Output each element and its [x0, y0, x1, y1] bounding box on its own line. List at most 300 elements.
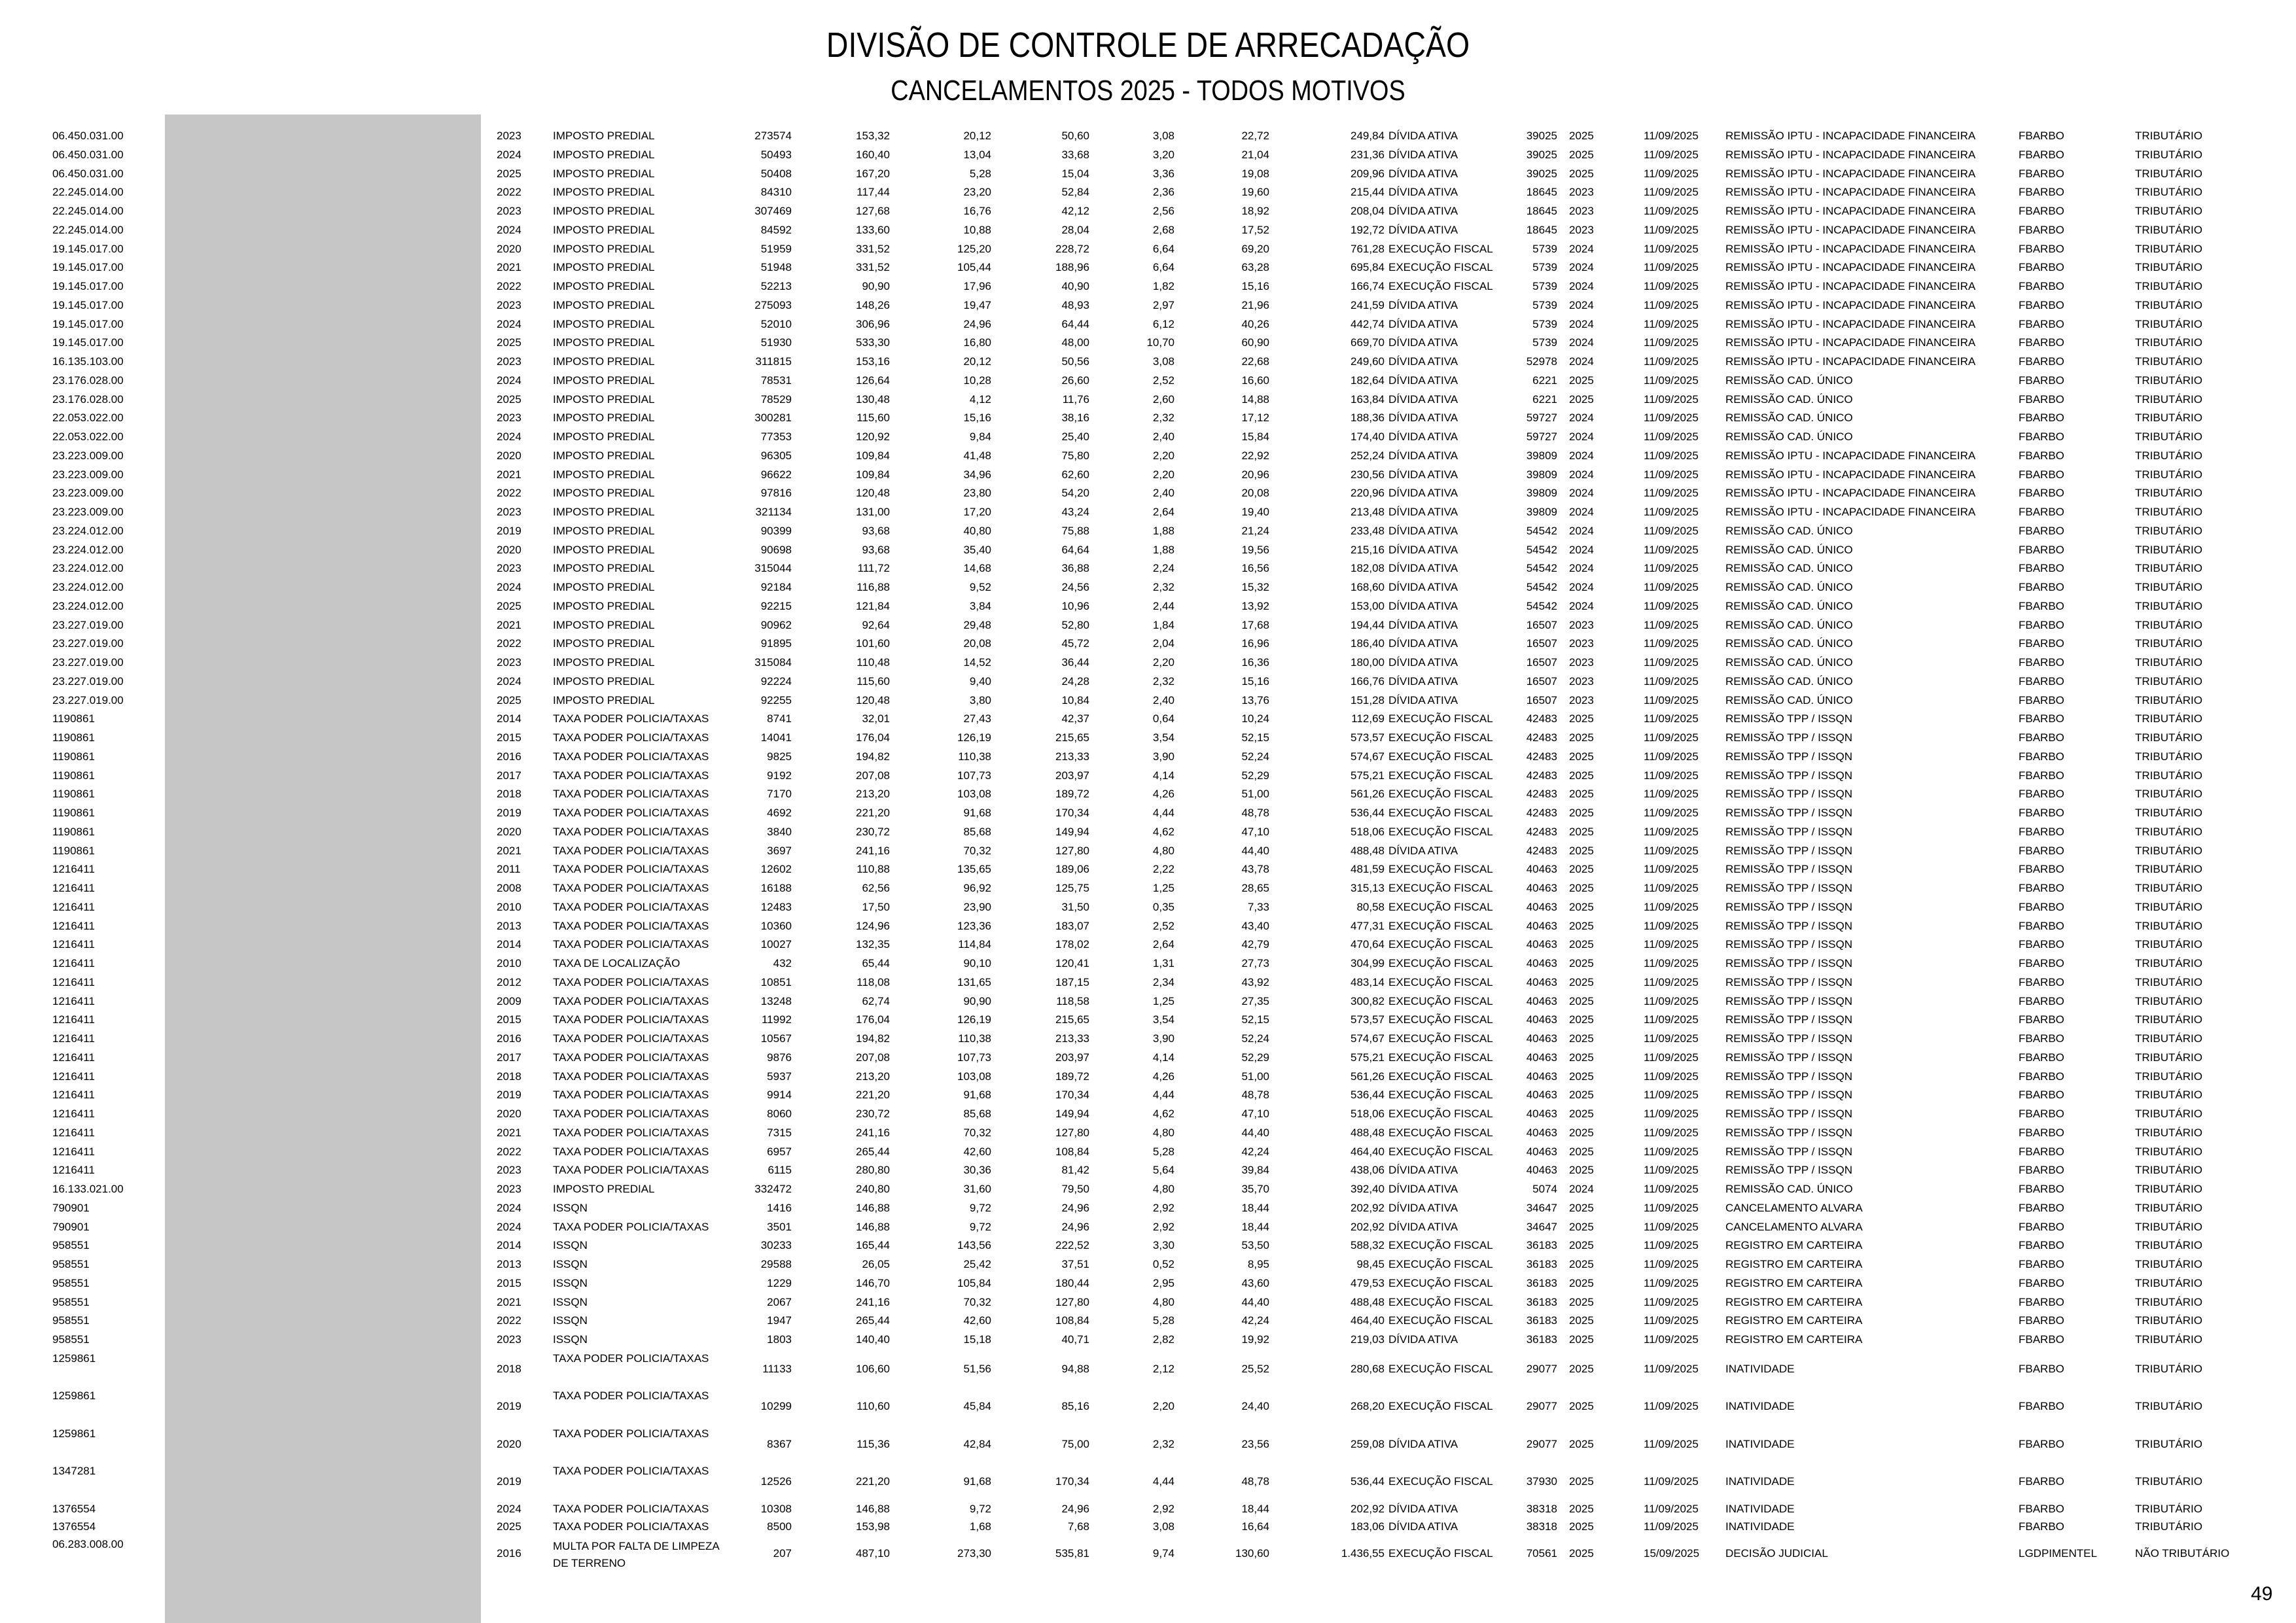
cell-tributo: IMPOSTO PREDIAL [553, 318, 655, 330]
cell-tributo: IMPOSTO PREDIAL [553, 468, 655, 481]
cell-processo: 37930 [1526, 1475, 1557, 1488]
cell-valor-total: 98,45 [1356, 1258, 1385, 1270]
cell-tributo: TAXA PODER POLICIA/TAXAS [553, 731, 709, 744]
cell-tributo: IMPOSTO PREDIAL [553, 167, 655, 180]
cell-lancamento: 1947 [767, 1314, 792, 1327]
cell-usuario: FBARBO [2019, 1126, 2064, 1139]
cell-valor-correcao: 4,44 [1152, 807, 1174, 819]
cell-data-cancelamento: 11/09/2025 [1644, 224, 1699, 236]
cell-valor-honorarios: 52,15 [1241, 1013, 1269, 1026]
cell-valor-multa: 27,43 [963, 712, 991, 725]
cell-tributo: IMPOSTO PREDIAL [553, 355, 655, 368]
cell-processo: 54542 [1526, 600, 1557, 612]
cell-inscricao: 1376554 [52, 1520, 96, 1533]
cell-valor-correcao: 5,28 [1152, 1314, 1174, 1327]
cell-processo: 16507 [1526, 637, 1557, 650]
cell-valor-total: 669,70 [1351, 336, 1385, 349]
cell-data-cancelamento: 11/09/2025 [1644, 1239, 1699, 1251]
cell-valor-juros: 40,71 [1061, 1333, 1089, 1346]
cell-tributo: TAXA PODER POLICIA/TAXAS [553, 920, 709, 932]
cell-valor-principal: 153,32 [856, 130, 890, 142]
cell-valor-total: 574,67 [1351, 750, 1385, 763]
cell-valor-correcao: 2,92 [1152, 1221, 1174, 1233]
cell-valor-total: 219,03 [1351, 1333, 1385, 1346]
cell-exercicio: 2023 [497, 562, 521, 574]
cell-valor-principal: 241,16 [856, 845, 890, 857]
cell-lancamento: 2067 [767, 1296, 792, 1308]
cell-valor-multa: 90,10 [963, 957, 991, 969]
cell-exercicio: 2021 [497, 261, 521, 273]
cell-tipo: TRIBUTÁRIO [2135, 1070, 2202, 1083]
cell-ano-processo: 2025 [1569, 1475, 1594, 1488]
cell-usuario: FBARBO [2019, 1277, 2064, 1289]
cell-usuario: FBARBO [2019, 130, 2064, 142]
cell-valor-juros: 127,80 [1055, 1296, 1089, 1308]
cell-motivo: REGISTRO EM CARTEIRA [1725, 1333, 1863, 1346]
cell-ano-processo: 2025 [1569, 1070, 1594, 1083]
cell-ano-processo: 2025 [1569, 1520, 1594, 1533]
cell-tipo: TRIBUTÁRIO [2135, 1013, 2202, 1026]
cell-valor-multa: 29,48 [963, 619, 991, 631]
cell-data-cancelamento: 11/09/2025 [1644, 731, 1699, 744]
cell-motivo: INATIVIDADE [1725, 1363, 1795, 1375]
cell-valor-principal: 280,80 [856, 1164, 890, 1176]
cell-data-cancelamento: 11/09/2025 [1644, 807, 1699, 819]
cell-processo: 39809 [1526, 449, 1557, 462]
cell-valor-principal: 221,20 [856, 807, 890, 819]
cell-tributo: TAXA PODER POLICIA/TAXAS [553, 1427, 709, 1440]
cell-inscricao: 1216411 [52, 1108, 95, 1120]
cell-valor-honorarios: 22,72 [1241, 130, 1269, 142]
cell-valor-juros: 48,93 [1061, 299, 1089, 311]
cell-lancamento: 78531 [760, 374, 792, 387]
cell-valor-principal: 115,60 [857, 675, 890, 688]
cell-valor-principal: 130,48 [856, 393, 890, 406]
cell-valor-multa: 91,68 [963, 1089, 991, 1101]
cell-situacao: EXECUÇÃO FISCAL [1388, 243, 1493, 255]
cell-valor-honorarios: 10,24 [1241, 712, 1269, 725]
cell-valor-honorarios: 21,04 [1241, 148, 1269, 161]
cell-exercicio: 2023 [497, 205, 521, 217]
cell-valor-juros: 28,04 [1061, 224, 1089, 236]
cell-inscricao: 1190861 [52, 845, 95, 857]
cell-tributo: TAXA PODER POLICIA/TAXAS [553, 1070, 709, 1083]
cell-valor-honorarios: 16,36 [1241, 656, 1269, 669]
cell-valor-principal: 117,44 [857, 186, 890, 198]
cell-usuario: FBARBO [2019, 656, 2064, 669]
cell-processo: 42483 [1526, 731, 1557, 744]
cell-situacao: DÍVIDA ATIVA [1388, 336, 1458, 349]
cell-valor-honorarios: 48,78 [1241, 1089, 1269, 1101]
cell-valor-total: 573,57 [1351, 1013, 1385, 1026]
cell-valor-correcao: 2,34 [1152, 976, 1174, 988]
cell-inscricao: 06.450.031.00 [52, 167, 124, 180]
cell-usuario: FBARBO [2019, 1438, 2064, 1450]
cell-ano-processo: 2024 [1569, 506, 1594, 518]
cell-situacao: EXECUÇÃO FISCAL [1388, 995, 1493, 1007]
cell-usuario: FBARBO [2019, 1475, 2064, 1488]
cell-tipo: TRIBUTÁRIO [2135, 694, 2202, 707]
cell-processo: 42483 [1526, 788, 1557, 800]
cell-data-cancelamento: 11/09/2025 [1644, 1070, 1699, 1083]
cell-valor-correcao: 2,20 [1152, 449, 1174, 462]
cell-valor-correcao: 2,40 [1152, 694, 1174, 707]
cell-valor-honorarios: 19,56 [1241, 544, 1269, 556]
cell-lancamento: 8500 [767, 1520, 792, 1533]
cell-tipo: TRIBUTÁRIO [2135, 1164, 2202, 1176]
cell-valor-multa: 9,72 [969, 1202, 991, 1214]
cell-ano-processo: 2025 [1569, 995, 1594, 1007]
cell-valor-total: 182,08 [1351, 562, 1385, 574]
cell-tributo: TAXA PODER POLICIA/TAXAS [553, 788, 709, 800]
cell-lancamento: 3697 [767, 845, 792, 857]
cell-valor-total: 231,36 [1351, 148, 1385, 161]
cell-data-cancelamento: 11/09/2025 [1644, 205, 1699, 217]
cell-valor-multa: 17,20 [963, 506, 991, 518]
cell-usuario: FBARBO [2019, 449, 2064, 462]
cell-valor-honorarios: 16,96 [1241, 637, 1269, 650]
cell-data-cancelamento: 11/09/2025 [1644, 1145, 1699, 1158]
cell-situacao: DÍVIDA ATIVA [1388, 544, 1458, 556]
cell-ano-processo: 2024 [1569, 280, 1594, 292]
cell-data-cancelamento: 11/09/2025 [1644, 694, 1699, 707]
cell-situacao: DÍVIDA ATIVA [1388, 130, 1458, 142]
cell-data-cancelamento: 11/09/2025 [1644, 355, 1699, 368]
cell-valor-multa: 9,52 [969, 581, 991, 593]
cell-valor-total: 215,44 [1351, 186, 1385, 198]
cell-valor-multa: 85,68 [963, 826, 991, 838]
cell-inscricao: 1216411 [52, 920, 95, 932]
cell-motivo: REMISSÃO IPTU - INCAPACIDADE FINANCEIRA [1725, 148, 1976, 161]
cell-valor-correcao: 2,32 [1152, 675, 1174, 688]
cell-exercicio: 2019 [497, 1475, 521, 1488]
cell-usuario: FBARBO [2019, 1070, 2064, 1083]
cell-situacao: EXECUÇÃO FISCAL [1388, 1108, 1493, 1120]
cell-situacao: EXECUÇÃO FISCAL [1388, 938, 1493, 951]
cell-valor-principal: 160,40 [856, 148, 890, 161]
cell-usuario: FBARBO [2019, 1239, 2064, 1251]
cell-tributo: IMPOSTO PREDIAL [553, 581, 655, 593]
cell-valor-principal: 241,16 [856, 1296, 890, 1308]
cell-lancamento: 432 [773, 957, 792, 969]
cell-motivo: REMISSÃO TPP / ISSQN [1725, 807, 1852, 819]
cell-valor-principal: 106,60 [856, 1363, 890, 1375]
cell-valor-principal: 331,52 [856, 261, 890, 273]
cell-valor-honorarios: 16,60 [1241, 374, 1269, 387]
cell-inscricao: 06.450.031.00 [52, 130, 124, 142]
cell-tipo: TRIBUTÁRIO [2135, 976, 2202, 988]
cell-valor-juros: 10,96 [1061, 600, 1089, 612]
cell-valor-principal: 533,30 [856, 336, 890, 349]
cell-situacao: EXECUÇÃO FISCAL [1388, 261, 1493, 273]
cell-valor-juros: 187,15 [1055, 976, 1089, 988]
cell-usuario: FBARBO [2019, 374, 2064, 387]
cell-valor-principal: 176,04 [856, 731, 890, 744]
cell-ano-processo: 2025 [1569, 1333, 1594, 1346]
cell-valor-principal: 26,05 [862, 1258, 890, 1270]
cell-inscricao: 1216411 [52, 1089, 95, 1101]
cell-data-cancelamento: 11/09/2025 [1644, 1013, 1699, 1026]
cell-data-cancelamento: 11/09/2025 [1644, 1296, 1699, 1308]
cell-processo: 42483 [1526, 807, 1557, 819]
cell-inscricao: 16.135.103.00 [52, 355, 124, 368]
cell-usuario: FBARBO [2019, 1503, 2064, 1515]
cell-valor-juros: 24,28 [1061, 675, 1089, 688]
cell-valor-juros: 24,56 [1061, 581, 1089, 593]
cell-processo: 5739 [1532, 299, 1557, 311]
cell-processo: 36183 [1526, 1239, 1557, 1251]
cell-tipo: TRIBUTÁRIO [2135, 1520, 2202, 1533]
cell-processo: 16507 [1526, 675, 1557, 688]
cell-data-cancelamento: 11/09/2025 [1644, 130, 1699, 142]
cell-situacao: EXECUÇÃO FISCAL [1388, 712, 1493, 725]
cell-valor-multa: 45,84 [963, 1400, 991, 1412]
cell-motivo: REMISSÃO TPP / ISSQN [1725, 938, 1852, 951]
cell-valor-correcao: 2,56 [1152, 205, 1174, 217]
cell-valor-principal: 146,70 [856, 1277, 890, 1289]
cell-motivo: REMISSÃO TPP / ISSQN [1725, 1070, 1852, 1083]
cell-lancamento: 92215 [760, 600, 792, 612]
cell-exercicio: 2014 [497, 938, 521, 951]
cell-lancamento: 52010 [760, 318, 792, 330]
cell-lancamento: 96622 [760, 468, 792, 481]
cell-valor-correcao: 4,14 [1152, 1051, 1174, 1064]
cell-valor-total: 280,68 [1351, 1363, 1385, 1375]
cell-motivo: REMISSÃO IPTU - INCAPACIDADE FINANCEIRA [1725, 186, 1976, 198]
cell-lancamento: 11133 [762, 1363, 792, 1375]
cell-valor-principal: 110,60 [857, 1400, 890, 1412]
cell-data-cancelamento: 11/09/2025 [1644, 600, 1699, 612]
cell-ano-processo: 2025 [1569, 1145, 1594, 1158]
cell-exercicio: 2023 [497, 656, 521, 669]
cell-data-cancelamento: 11/09/2025 [1644, 769, 1699, 782]
cell-motivo: REMISSÃO IPTU - INCAPACIDADE FINANCEIRA [1725, 299, 1976, 311]
cell-ano-processo: 2025 [1569, 826, 1594, 838]
cell-valor-juros: 48,00 [1061, 336, 1089, 349]
cell-valor-principal: 90,90 [862, 280, 890, 292]
cell-lancamento: 1416 [767, 1202, 792, 1214]
cell-valor-juros: 43,24 [1061, 506, 1089, 518]
cell-valor-correcao: 3,20 [1152, 148, 1174, 161]
cell-exercicio: 2024 [497, 1202, 521, 1214]
cell-valor-total: 166,76 [1351, 675, 1385, 688]
cell-valor-total: 209,96 [1351, 167, 1385, 180]
cell-ano-processo: 2025 [1569, 167, 1594, 180]
cell-valor-honorarios: 16,64 [1241, 1520, 1269, 1533]
cell-ano-processo: 2025 [1569, 1258, 1594, 1270]
cell-ano-processo: 2025 [1569, 1547, 1594, 1560]
cell-valor-multa: 19,47 [963, 299, 991, 311]
cell-motivo: REMISSÃO IPTU - INCAPACIDADE FINANCEIRA [1725, 355, 1976, 368]
cell-valor-juros: 189,72 [1055, 1070, 1089, 1083]
cell-situacao: DÍVIDA ATIVA [1388, 318, 1458, 330]
cell-usuario: FBARBO [2019, 280, 2064, 292]
cell-valor-correcao: 4,26 [1152, 788, 1174, 800]
cell-situacao: EXECUÇÃO FISCAL [1388, 769, 1493, 782]
cell-ano-processo: 2025 [1569, 712, 1594, 725]
cell-valor-total: 518,06 [1351, 826, 1385, 838]
cell-valor-multa: 9,72 [969, 1503, 991, 1515]
cell-processo: 39809 [1526, 468, 1557, 481]
cell-lancamento: 78529 [760, 393, 792, 406]
cell-tributo: IMPOSTO PREDIAL [553, 299, 655, 311]
cell-valor-principal: 146,88 [856, 1503, 890, 1515]
cell-valor-principal: 213,20 [856, 788, 890, 800]
cell-data-cancelamento: 11/09/2025 [1644, 712, 1699, 725]
cell-tributo: IMPOSTO PREDIAL [553, 393, 655, 406]
cell-tributo: ISSQN [553, 1277, 588, 1289]
cell-inscricao: 23.224.012.00 [52, 581, 124, 593]
cell-valor-principal: 62,56 [862, 882, 890, 894]
cell-exercicio: 2018 [497, 1070, 521, 1083]
cell-exercicio: 2025 [497, 694, 521, 707]
cell-usuario: FBARBO [2019, 619, 2064, 631]
cell-motivo: REMISSÃO IPTU - INCAPACIDADE FINANCEIRA [1725, 449, 1976, 462]
cell-valor-correcao: 4,80 [1152, 1126, 1174, 1139]
cell-situacao: DÍVIDA ATIVA [1388, 675, 1458, 688]
cell-lancamento: 315084 [754, 656, 792, 669]
cell-data-cancelamento: 11/09/2025 [1644, 826, 1699, 838]
cell-exercicio: 2022 [497, 637, 521, 650]
cell-inscricao: 1216411 [52, 1070, 95, 1083]
cell-valor-total: 213,48 [1351, 506, 1385, 518]
cell-tributo: TAXA PODER POLICIA/TAXAS [553, 1520, 709, 1533]
cell-valor-honorarios: 19,92 [1241, 1333, 1269, 1346]
cell-motivo: REMISSÃO IPTU - INCAPACIDADE FINANCEIRA [1725, 468, 1976, 481]
cell-tipo: TRIBUTÁRIO [2135, 938, 2202, 951]
cell-processo: 36183 [1526, 1333, 1557, 1346]
cell-valor-principal: 124,96 [856, 920, 890, 932]
cell-valor-juros: 203,97 [1055, 1051, 1089, 1064]
cell-valor-multa: 31,60 [963, 1183, 991, 1195]
cell-valor-honorarios: 44,40 [1241, 845, 1269, 857]
cell-data-cancelamento: 11/09/2025 [1644, 1258, 1699, 1270]
cell-motivo: REMISSÃO IPTU - INCAPACIDADE FINANCEIRA [1725, 318, 1976, 330]
cell-valor-total: 464,40 [1351, 1145, 1385, 1158]
cell-tributo: TAXA PODER POLICIA/TAXAS [553, 938, 709, 951]
cell-motivo: REMISSÃO TPP / ISSQN [1725, 826, 1852, 838]
cell-inscricao: 23.224.012.00 [52, 600, 124, 612]
cell-valor-correcao: 9,74 [1152, 1547, 1174, 1560]
cell-ano-processo: 2024 [1569, 581, 1594, 593]
cell-exercicio: 2023 [497, 1164, 521, 1176]
cell-valor-honorarios: 23,56 [1241, 1438, 1269, 1450]
cell-valor-total: 470,64 [1351, 938, 1385, 951]
cell-motivo: REMISSÃO TPP / ISSQN [1725, 920, 1852, 932]
cell-situacao: DÍVIDA ATIVA [1388, 1221, 1458, 1233]
cell-inscricao: 1190861 [52, 731, 95, 744]
cell-exercicio: 2024 [497, 1221, 521, 1233]
cell-exercicio: 2014 [497, 1239, 521, 1251]
cell-tributo: MULTA POR FALTA DE LIMPEZA DE TERRENO [553, 1540, 719, 1569]
cell-inscricao: 1216411 [52, 938, 95, 951]
cell-usuario: FBARBO [2019, 1202, 2064, 1214]
cell-usuario: FBARBO [2019, 863, 2064, 875]
cell-tributo: IMPOSTO PREDIAL [553, 280, 655, 292]
cell-valor-multa: 16,76 [963, 205, 991, 217]
cell-valor-correcao: 4,14 [1152, 769, 1174, 782]
cell-tributo: IMPOSTO PREDIAL [553, 224, 655, 236]
cell-tributo: TAXA PODER POLICIA/TAXAS [553, 769, 709, 782]
cell-valor-principal: 213,20 [856, 1070, 890, 1083]
cell-motivo: REMISSÃO TPP / ISSQN [1725, 957, 1852, 969]
cell-valor-honorarios: 48,78 [1241, 1475, 1269, 1488]
cell-valor-principal: 165,44 [856, 1239, 890, 1251]
cell-exercicio: 2024 [497, 148, 521, 161]
cell-valor-total: 575,21 [1351, 1051, 1385, 1064]
cell-usuario: FBARBO [2019, 1183, 2064, 1195]
cell-exercicio: 2024 [497, 430, 521, 443]
cell-valor-correcao: 3,08 [1152, 1520, 1174, 1533]
cell-processo: 70561 [1526, 1547, 1557, 1560]
cell-valor-total: 208,04 [1351, 205, 1385, 217]
cell-valor-honorarios: 7,33 [1247, 901, 1269, 913]
cell-valor-principal: 115,60 [857, 411, 890, 424]
cell-inscricao: 19.145.017.00 [52, 299, 124, 311]
cell-usuario: FBARBO [2019, 205, 2064, 217]
cell-motivo: REMISSÃO TPP / ISSQN [1725, 1089, 1852, 1101]
cell-tipo: TRIBUTÁRIO [2135, 826, 2202, 838]
cell-inscricao: 1216411 [52, 1164, 95, 1176]
cell-motivo: REMISSÃO TPP / ISSQN [1725, 976, 1852, 988]
cell-lancamento: 51930 [760, 336, 792, 349]
cell-valor-juros: 213,33 [1055, 750, 1089, 763]
cell-valor-honorarios: 43,92 [1241, 976, 1269, 988]
cell-situacao: DÍVIDA ATIVA [1388, 167, 1458, 180]
cell-tipo: TRIBUTÁRIO [2135, 355, 2202, 368]
cell-usuario: FBARBO [2019, 1520, 2064, 1533]
cell-motivo: REMISSÃO IPTU - INCAPACIDADE FINANCEIRA [1725, 130, 1976, 142]
cell-processo: 29077 [1526, 1400, 1557, 1412]
cell-valor-juros: 188,96 [1055, 261, 1089, 273]
cell-valor-total: 220,96 [1351, 487, 1385, 499]
cell-valor-honorarios: 47,10 [1241, 826, 1269, 838]
cell-exercicio: 2019 [497, 1400, 521, 1412]
cell-valor-honorarios: 14,88 [1241, 393, 1269, 406]
cell-tipo: TRIBUTÁRIO [2135, 995, 2202, 1007]
cell-exercicio: 2013 [497, 1258, 521, 1270]
cell-situacao: EXECUÇÃO FISCAL [1388, 1070, 1493, 1083]
cell-tributo: IMPOSTO PREDIAL [553, 600, 655, 612]
cell-tributo: IMPOSTO PREDIAL [553, 694, 655, 707]
cell-lancamento: 8741 [767, 712, 792, 725]
cell-valor-juros: 203,97 [1055, 769, 1089, 782]
cell-processo: 40463 [1526, 1089, 1557, 1101]
cell-valor-juros: 7,68 [1067, 1520, 1089, 1533]
cell-valor-multa: 34,96 [963, 468, 991, 481]
cell-exercicio: 2023 [497, 299, 521, 311]
cell-valor-juros: 52,80 [1061, 619, 1089, 631]
cell-valor-juros: 222,52 [1055, 1239, 1089, 1251]
cell-tributo: TAXA PODER POLICIA/TAXAS [553, 863, 709, 875]
cell-usuario: FBARBO [2019, 750, 2064, 763]
cell-tributo: IMPOSTO PREDIAL [553, 374, 655, 387]
cell-situacao: DÍVIDA ATIVA [1388, 694, 1458, 707]
cell-situacao: DÍVIDA ATIVA [1388, 1333, 1458, 1346]
cell-tributo: ISSQN [553, 1202, 588, 1214]
cell-inscricao: 23.224.012.00 [52, 544, 124, 556]
cell-tipo: TRIBUTÁRIO [2135, 1314, 2202, 1327]
cell-valor-correcao: 3,08 [1152, 355, 1174, 368]
cell-tributo: TAXA PODER POLICIA/TAXAS [553, 1051, 709, 1064]
cell-motivo: REMISSÃO TPP / ISSQN [1725, 1164, 1852, 1176]
cell-valor-honorarios: 15,32 [1241, 581, 1269, 593]
cell-tipo: TRIBUTÁRIO [2135, 1400, 2202, 1412]
cell-tributo: IMPOSTO PREDIAL [553, 675, 655, 688]
cell-lancamento: 77353 [760, 430, 792, 443]
cell-usuario: FBARBO [2019, 562, 2064, 574]
cell-tributo: TAXA PODER POLICIA/TAXAS [553, 1164, 709, 1176]
